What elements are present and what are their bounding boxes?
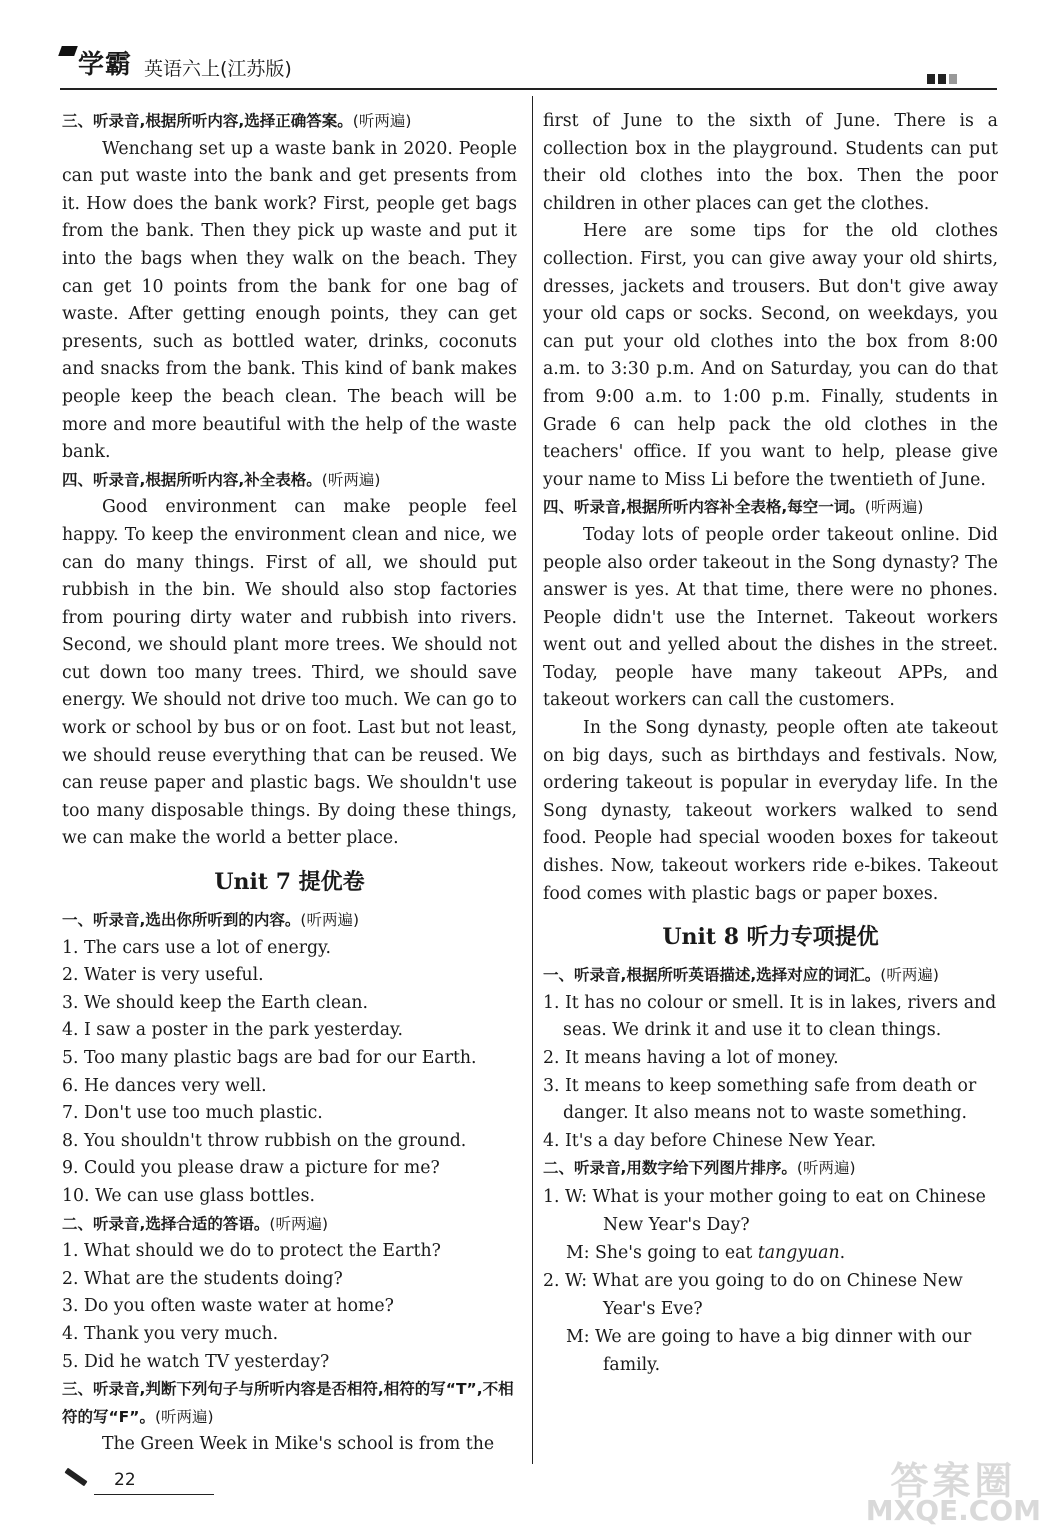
section-title: 三、听录音,判断下列句子与所听内容是否相符,相符的写“T”,不相符的写“F”。 — [62, 1380, 514, 1426]
list-item: 2. It means having a lot of money. — [543, 1048, 839, 1068]
list-item: 3. Do you often waste water at home? — [62, 1296, 394, 1317]
list-item: 6. He dances very well. — [62, 1075, 267, 1096]
passage-waste-bank: Wenchang set up a waste bank in 2020. People can put waste into the bank and get presents from it. How does the bank work? First, people get bags from the bank. Then they pick up waste and put it into the bags when they walk on the beach. They can get 10 points from the bank for one bag of waste. After getting enough points, they can get presents, such as bottled water, drinks, coconuts and snacks from the bank. This kind of bank makes people keep the beach clean. The beach will be more and more beautiful with the help of the waste bank. — [62, 138, 517, 463]
header-rule — [60, 88, 997, 90]
section-title: 二、听录音,选择合适的答语。 — [62, 1214, 270, 1233]
graduation-cap-icon — [58, 46, 78, 56]
watermark-top: 答案圈 — [890, 1459, 1017, 1503]
passage-green-week-cont: first of June to the sixth of June. There is a collection box in the playground. Students can put their old clothes into the box. Then the poor children in other places can get the clothes. — [543, 111, 998, 214]
section-note: (听两遍) — [880, 966, 939, 985]
passage-green-week-start: The Green Week in Mike's school is from the — [102, 1434, 495, 1455]
dialogue-text: M: She's going to eat — [566, 1242, 758, 1263]
section-heading — [543, 1155, 998, 1183]
unit-7-title: Unit 7 提优卷 — [214, 869, 365, 896]
section-heading — [543, 962, 998, 990]
list-item: 5. Too many plastic bags are bad for our Earth. — [62, 1048, 477, 1068]
list-item: 3. It means to keep something safe from death or danger. It also means not to waste something. — [543, 1075, 977, 1124]
list-item: 2. Water is very useful. — [62, 965, 264, 986]
section-title: 四、听录音,根据所听内容,补全表格。 — [62, 470, 322, 489]
list-item: 7. Don't use too much plastic. — [62, 1103, 323, 1124]
left-column — [62, 108, 517, 1459]
passage-environment: Good environment can make people feel happy. To keep the environment clean and nice, we can do many things. First of all, we should put rubbish in the bin. We should also stop factories from pouring dirty water and rubbish into rivers. Second, we should plant more trees. We should not cut down too many trees. Third, we should save energy. We should not drive too much. We can go to work or school by bus or on foot. Last but not least, we should reuse everything that can be reused. We can reuse paper and plastic bags. We shouldn't use too many disposable things. By doing these things, we can make the world a better place. — [62, 497, 517, 849]
page-footer — [64, 1470, 154, 1500]
passage-takeout-2: In the Song dynasty, people often ate takeout on big days, such as birthdays and festivals. Now, ordering takeout is popular in everyday life. In the Song dynasty, takeout workers walked to send food. People had special wooden boxes for takeout dishes. Now, takeout workers ride e-bikes. Takeout food comes with plastic bags or paper boxes. — [543, 718, 998, 904]
list-item: 1. What should we do to protect the Earth? — [62, 1241, 441, 1262]
logo-text: 学霸 — [78, 50, 133, 80]
section-note: (听两遍) — [154, 1407, 214, 1426]
list-item: 9. Could you please draw a picture for me? — [62, 1158, 440, 1179]
list-item: 4. It's a day before Chinese New Year. — [543, 1130, 877, 1151]
section-title: 三、听录音,根据所听内容,选择正确答案。 — [62, 112, 353, 130]
dialogue-text: . — [839, 1242, 846, 1263]
section-heading — [543, 494, 998, 522]
watermark-bottom: MXQE.COM — [865, 1494, 1041, 1527]
list-item: 2. What are the students doing? — [62, 1268, 343, 1289]
italic-word: tangyuan — [757, 1242, 840, 1263]
column-divider — [532, 96, 533, 1464]
dialogue-line: 2. W: What are you going to do on Chinese New Year's Eve? — [543, 1270, 963, 1319]
page-number: 22 — [114, 1470, 136, 1490]
section-note: (听两遍) — [796, 1159, 856, 1178]
list-item: 1. It has no colour or smell. It is in lakes, rivers and seas. We drink it and use it to clean things. — [543, 992, 997, 1041]
section-note: (听两遍) — [300, 911, 359, 930]
section-heading — [62, 907, 517, 935]
section-note: (听两遍) — [321, 470, 381, 489]
list-item: 4. I saw a poster in the park yesterday. — [62, 1020, 403, 1041]
section-heading — [62, 108, 517, 136]
dialogue-line: 1. W: What is your mother going to eat on Chinese New Year's Day? — [543, 1186, 986, 1235]
section-title: 一、听录音,选出你所听到的内容。 — [62, 911, 301, 930]
logo — [60, 44, 132, 81]
footer-rule — [94, 1494, 214, 1495]
dialogue-line — [543, 1239, 998, 1267]
list-item: 4. Thank you very much. — [62, 1323, 279, 1344]
dialogue-line: M: We are going to have a big dinner with our family. — [566, 1326, 972, 1375]
unit-8-title: Unit 8 听力专项提优 — [662, 924, 879, 951]
section-note: (听两遍) — [269, 1214, 328, 1233]
section-title: 一、听录音,根据所听英语描述,选择对应的词汇。 — [543, 966, 881, 985]
book-series-title: 英语六上(江苏版) — [144, 58, 292, 80]
list-item: 1. The cars use a lot of energy. — [62, 937, 332, 958]
page-header — [60, 44, 997, 92]
passage-clothes-tips: Here are some tips for the old clothes collection. First, you can give away your old shirts, dresses, jackets and trousers. But don't give away your old caps or socks. Second, on weekdays, you can put your old clothes into the box from 8:00 a.m. to 3:30 p.m. And on Saturday, you can do that from 9:00 a.m. to 1:00 p.m. Finally, students in Grade 6 can help pack the old clothes in the teachers' office. If you want to help, please give your name to Miss Li before the twentieth of June. — [543, 221, 998, 490]
right-column — [543, 108, 998, 1379]
section-title: 四、听录音,根据所听内容补全表格,每空一词。 — [543, 498, 865, 517]
section-note: (听两遍) — [352, 112, 412, 130]
list-item: 3. We should keep the Earth clean. — [62, 992, 369, 1013]
section-heading — [62, 467, 517, 495]
passage-takeout-1: Today lots of people order takeout online. Did people also order takeout in the Song dynasty? The answer is yes. At that time, there were no phones. People didn't use the Internet. Takeout workers went out and yelled about the dishes in the street. Today, people have many takeout APPs, and takeout workers can call the customers. — [543, 524, 998, 711]
pencil-icon — [64, 1468, 87, 1487]
section-heading — [62, 1376, 517, 1431]
watermark — [865, 1459, 1041, 1527]
section-title: 二、听录音,用数字给下列图片排序。 — [543, 1159, 797, 1178]
section-heading — [62, 1211, 517, 1239]
list-item: 8. You shouldn't throw rubbish on the ground. — [62, 1130, 467, 1151]
list-item: 5. Did he watch TV yesterday? — [62, 1351, 330, 1372]
section-note: (听两遍) — [864, 498, 924, 517]
list-item: 10. We can use glass bottles. — [62, 1185, 315, 1206]
header-marks — [924, 74, 957, 87]
